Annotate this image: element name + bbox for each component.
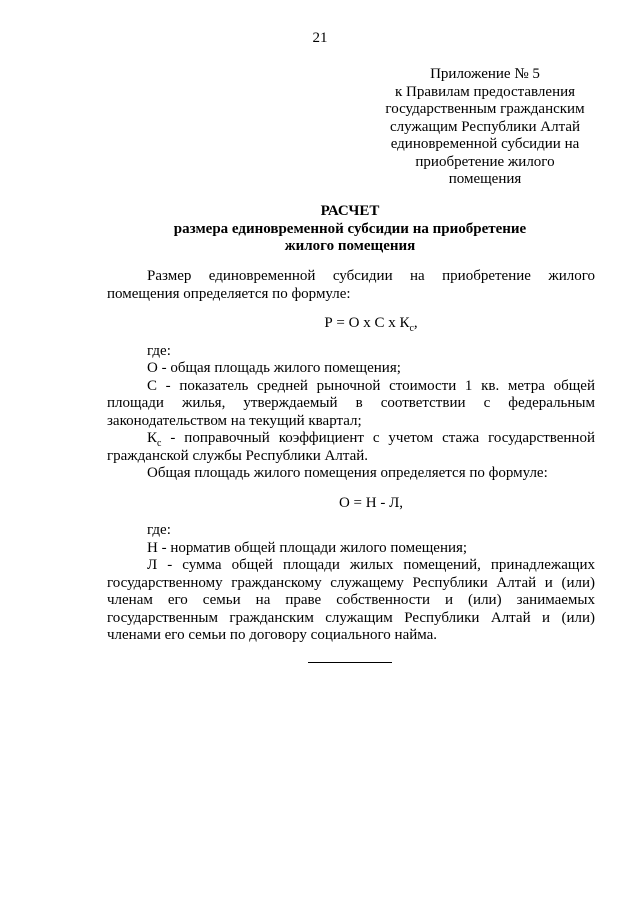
kc-subscript: с [157,438,162,449]
subsidy-formula [107,315,595,333]
appendix-line: служащим Республики Алтай [389,118,581,135]
page-number: 21 [312,30,328,46]
appendix-line: единовременной субсидии на [390,136,580,152]
definition-l: Л - сумма общей площади жилых помещений, принадлежащих государственному гражданскому служащему Республики Алтай и (или) членам его семьи на праве собственности и (или) занимаемых государственным гражданским служащим Республики Алтай и (или) членами его семьи по договору социального найма. [107,557,595,643]
formula-subscript: с [409,323,414,334]
kc-text: - поправочный коэффициент с учетом стажа государственной гражданской службы Республики Алтай. [107,430,595,464]
title-subtitle-line: жилого помещения [284,238,416,254]
kc-symbol: К [147,430,158,446]
title-heading: РАСЧЕТ [320,203,380,219]
appendix-line: к Правилам предоставления [394,83,576,100]
appendix-line: государственным гражданским [385,101,585,117]
appendix-line: Приложение № 5 [430,66,540,82]
intro-paragraph: Размер единовременной субсидии на приобретение жилого помещения определяется по формуле: [107,268,595,302]
appendix-line: приобретение жилого [415,153,555,170]
definition-n: Н - норматив общей площади жилого помещения; [147,539,468,556]
definition-o: О - общая площадь жилого помещения; [147,360,401,376]
document-body [107,268,595,645]
appendix-header [380,66,590,189]
title-subtitle-line: размера единовременной субсидии на приобретение [173,220,527,237]
end-divider [308,662,392,663]
document-title [0,203,640,256]
appendix-line: помещения [448,171,522,187]
area-intro-paragraph: Общая площадь жилого помещения определяется по формуле: [147,465,548,481]
formula-main: Р = О х С х К [324,315,410,331]
where-label: где: [147,522,171,538]
formula-end: , [413,315,418,331]
definition-c: С - показатель средней рыночной стоимости 1 кв. метра общей площади жилья, утверждаемый в соответствии с федеральным законодательством на текущий квартал; [107,377,595,429]
area-formula: О = Н - Л, [338,494,404,511]
definition-kc [107,430,595,465]
where-label: где: [147,342,171,359]
